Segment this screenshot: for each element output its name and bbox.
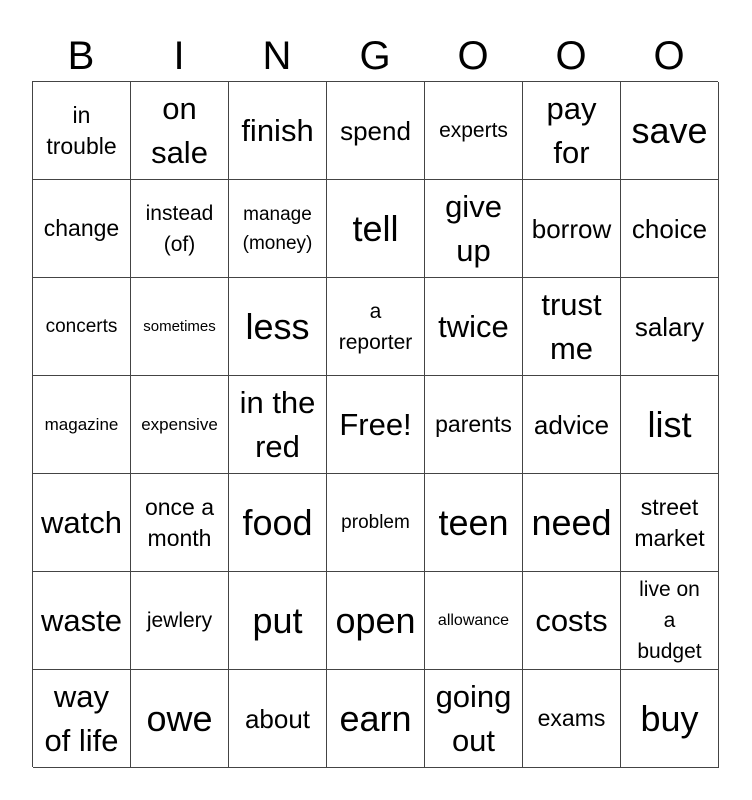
bingo-cell[interactable]	[327, 670, 425, 768]
bingo-cell[interactable]	[523, 82, 621, 180]
cell-text: problem	[341, 512, 410, 533]
bingo-cell[interactable]	[131, 180, 229, 278]
bingo-cell[interactable]	[523, 474, 621, 572]
cell-text: magazine	[44, 414, 119, 434]
cell-text: on sale	[151, 90, 208, 170]
cell-text: expensive	[141, 414, 218, 434]
cell-text: put	[252, 599, 303, 641]
header-letter: O	[555, 34, 587, 78]
bingo-cell[interactable]	[33, 180, 131, 278]
bingo-cell[interactable]	[425, 278, 523, 376]
cell-text: Free!	[339, 406, 412, 442]
cell-text: costs	[535, 602, 608, 638]
cell-text: in trouble	[46, 101, 117, 159]
bingo-cell[interactable]	[523, 670, 621, 768]
cell-text: teen	[438, 501, 509, 543]
header-letter: N	[262, 34, 292, 78]
bingo-cell[interactable]	[229, 670, 327, 768]
cell-text: advice	[533, 409, 610, 440]
header-letter: O	[457, 34, 489, 78]
cell-text: allowance	[437, 611, 510, 629]
cell-text: trust me	[541, 286, 602, 366]
cell-text: in the red	[239, 384, 316, 464]
cell-text: concerts	[45, 316, 118, 337]
bingo-cell[interactable]	[621, 278, 719, 376]
cell-text: once a month	[144, 493, 215, 551]
bingo-cell[interactable]	[425, 180, 523, 278]
bingo-cell[interactable]	[131, 670, 229, 768]
bingo-cell[interactable]	[33, 278, 131, 376]
cell-text: open	[335, 599, 416, 641]
cell-text: salary	[634, 311, 705, 342]
bingo-cell[interactable]	[425, 572, 523, 670]
cell-text: instead (of)	[145, 201, 214, 256]
cell-text: finish	[241, 112, 314, 148]
cell-text: twice	[438, 308, 509, 344]
bingo-cell[interactable]	[229, 572, 327, 670]
cell-text: give up	[445, 188, 502, 268]
bingo-cell[interactable]	[327, 572, 425, 670]
cell-text: food	[242, 501, 313, 543]
bingo-cell[interactable]	[621, 670, 719, 768]
bingo-cell[interactable]	[327, 180, 425, 278]
bingo-cell[interactable]	[33, 376, 131, 474]
cell-text: change	[43, 215, 120, 241]
cell-text: tell	[352, 207, 399, 249]
bingo-cell[interactable]	[33, 572, 131, 670]
header-letter: I	[173, 34, 185, 78]
cell-text: experts	[439, 119, 508, 142]
cell-text: way of life	[44, 678, 119, 758]
header-letter: B	[67, 34, 95, 78]
cell-text: waste	[41, 602, 122, 638]
bingo-cell[interactable]	[621, 376, 719, 474]
bingo-cell[interactable]	[229, 376, 327, 474]
cell-text: less	[245, 305, 310, 347]
bingo-cell[interactable]	[229, 180, 327, 278]
bingo-cell[interactable]	[131, 572, 229, 670]
bingo-cell[interactable]	[425, 670, 523, 768]
bingo-cell[interactable]	[131, 474, 229, 572]
bingo-cell[interactable]	[425, 82, 523, 180]
bingo-cell[interactable]	[131, 82, 229, 180]
cell-text: spend	[340, 115, 411, 146]
bingo-cell[interactable]	[523, 278, 621, 376]
bingo-cell[interactable]	[229, 474, 327, 572]
cell-text: need	[531, 501, 612, 543]
bingo-cell[interactable]	[523, 180, 621, 278]
cell-text: list	[647, 403, 692, 445]
bingo-cell[interactable]	[621, 82, 719, 180]
bingo-cell[interactable]	[229, 82, 327, 180]
cell-text: choice	[631, 213, 708, 244]
bingo-cell[interactable]	[425, 474, 523, 572]
cell-text: street market	[634, 493, 705, 551]
bingo-cell[interactable]	[33, 474, 131, 572]
bingo-cell free-space[interactable]	[327, 376, 425, 474]
cell-text: about	[244, 703, 311, 734]
bingo-cell[interactable]	[621, 180, 719, 278]
bingo-cell[interactable]	[523, 572, 621, 670]
bingo-cell[interactable]	[425, 376, 523, 474]
cell-text: earn	[339, 697, 412, 739]
bingo-header	[32, 30, 718, 82]
bingo-cell[interactable]	[327, 278, 425, 376]
cell-text: parents	[435, 411, 512, 437]
cell-text: jewlery	[146, 609, 213, 632]
bingo-cell[interactable]	[131, 278, 229, 376]
cell-text: buy	[640, 697, 699, 739]
cell-text: live on a budget	[637, 578, 702, 663]
bingo-cell[interactable]	[621, 474, 719, 572]
cell-text: sometimes	[143, 318, 216, 335]
cell-text: going out	[435, 678, 512, 758]
header-letter: O	[653, 34, 685, 78]
bingo-cell[interactable]	[327, 474, 425, 572]
bingo-cell[interactable]	[327, 82, 425, 180]
bingo-cell[interactable]	[523, 376, 621, 474]
cell-text: owe	[146, 697, 213, 739]
cell-text: exams	[537, 705, 606, 731]
cell-text: borrow	[531, 213, 612, 244]
header-letter: G	[359, 34, 391, 78]
cell-text: a reporter	[338, 299, 413, 354]
bingo-cell[interactable]	[131, 376, 229, 474]
cell-text: manage (money)	[242, 203, 313, 254]
bingo-card-grid	[32, 81, 718, 767]
bingo-cell[interactable]	[33, 82, 131, 180]
bingo-cell[interactable]	[229, 278, 327, 376]
bingo-cell[interactable]	[33, 670, 131, 768]
bingo-cell[interactable]	[621, 572, 719, 670]
cell-text: watch	[41, 504, 122, 540]
cell-text: save	[631, 109, 708, 151]
cell-text: pay for	[546, 90, 597, 170]
